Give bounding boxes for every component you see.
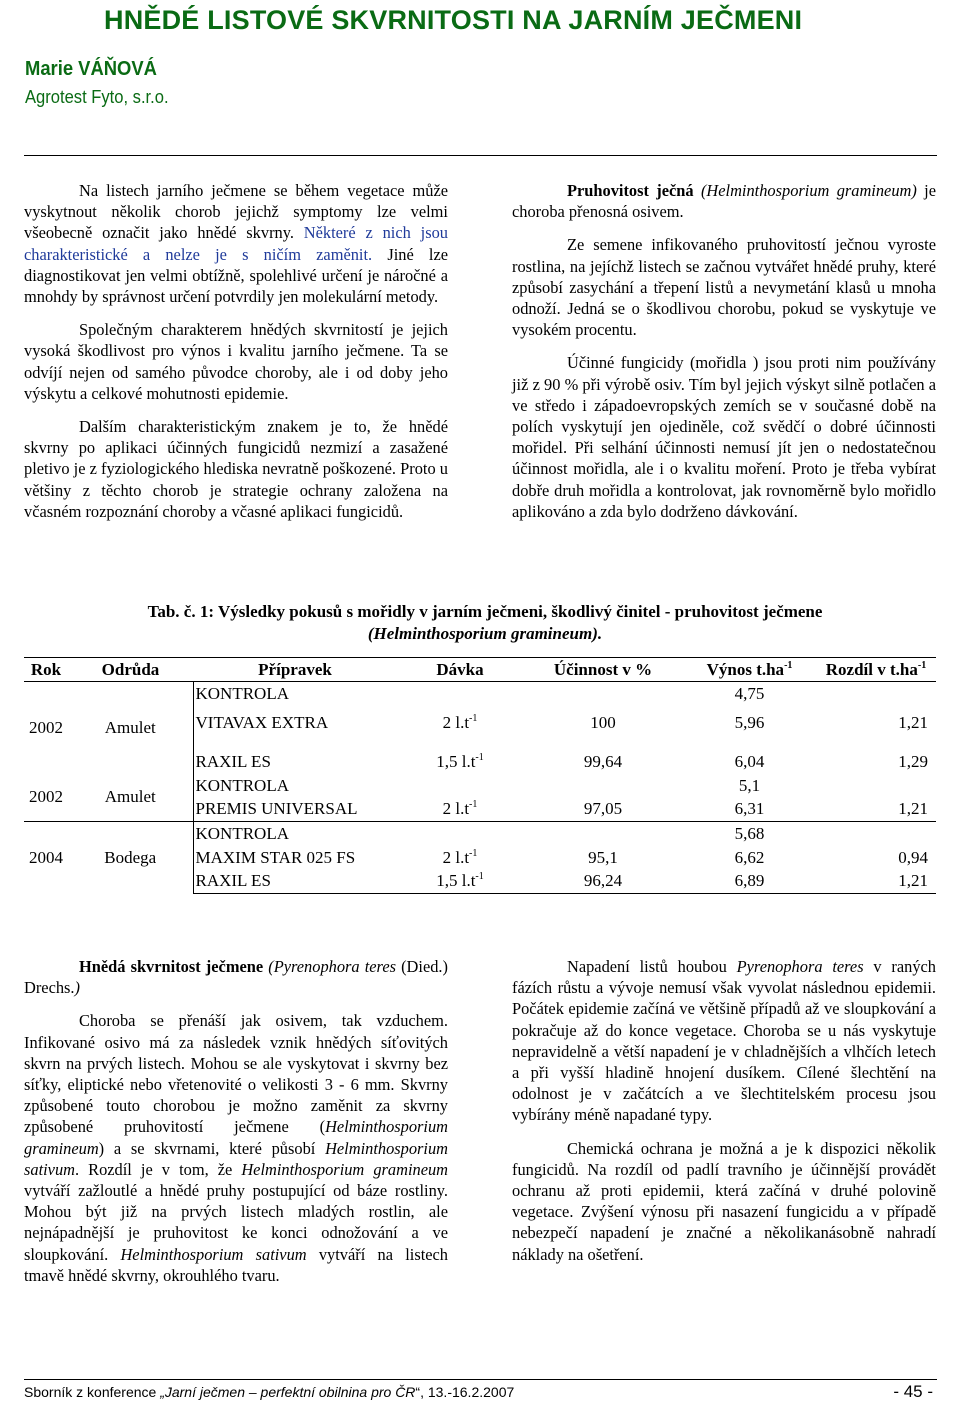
diff-cell: 1,21	[898, 712, 928, 732]
brown-heading-rest: (Died.) Drechs.	[24, 957, 448, 998]
group-3-variety: Bodega	[68, 822, 193, 894]
brown-p1-italic-3: Helminthosporium gramineum	[241, 1159, 448, 1179]
product-cell: MAXIM STAR 025 FS	[193, 846, 397, 870]
author-name: Marie VÁŇOVÁ	[25, 58, 157, 80]
brown-heading-close: )	[74, 978, 80, 998]
table-caption-line-1: Tab. č. 1: Výsledky pokusů s mořidly v jarním ječmeni, škodlivý činitel - pruhovitost ječmene	[147, 602, 823, 621]
brown-paragraph-1	[24, 1010, 448, 1286]
intro-paragraph-1	[24, 180, 448, 307]
header-rozdil	[816, 658, 936, 682]
stripe-heading-italic: (Helminthosporium gramineum)	[700, 181, 917, 200]
brown-r1-b: v raných fázích růstu a vývoje nemusí však vyvolat následnou epidemii. Počátek epidemie začíná ve většině případů až ve sloupkování a pokračuje až do konce vegetace. Choroba se u nás vyskytuje nepravidelně a větší napadení je v chladnějších a vlhčích letech a při vyšší hladině hnojení dusíkem. Cílené šlechtění na odolnost je v začátcích a ve šlechtitelském procesu jsou vybírány méně napadané typy.	[512, 957, 936, 1125]
dose-cell	[397, 706, 523, 740]
efficacy-cell: 100	[590, 712, 616, 732]
dose-value: 1,5 l.t	[436, 751, 476, 771]
brown-r1-a: Napadení listů houbou	[567, 957, 737, 976]
diff-cell: 1,21	[816, 870, 936, 894]
intro-p1-text-c: Jiné lze diagnostikovat jen velmi obtížně, spolehlivé určení je náročné a mnohdy by správnost určení potvrdily jen molekulární metody.	[24, 244, 448, 307]
diff-cell	[816, 774, 936, 798]
brown-p1-d: vytváří zažloutlé a hnědé pruhy postupující od báze rostliny. Mohou být již na prvých listech mladých rostlin, ale nejnápadnější je pruhovitost ke konci odnožování a ve sloupkování.	[24, 1181, 448, 1264]
brown-p1-e: vytváří na listech tmavě hnědé skvrny, okrouhlého tvaru.	[24, 1244, 448, 1285]
brown-p1-italic-2: Helminthosporium sativum	[24, 1138, 448, 1179]
product-cell: KONTROLA	[193, 774, 397, 798]
table-row	[24, 774, 936, 798]
brown-heading-bold: Hnědá skvrnitost ječmene	[79, 957, 264, 976]
stripe-paragraph-1: Ze semene infikovaného pruhovitostí ječnou vyroste rostlina, na jejíchž listech se začnou vytvářet hnědé pruhy, které způsobí zasychání a třepení listů a nevymetání klasů u mnoha odnoží. Jedná se o škodlivou chorobu, pokud se vyskytuje ve vysokém procentu.	[512, 235, 936, 340]
intro-paragraph-2: Společným charakterem hnědých skvrnitostí je jejich vysoká škodlivost pro výnos i kvalitu jarního ječmene. Ta se odvíjí nejen od samého původce choroby, ale i od doby jeho výskytu a celkové mohutnosti epidemie.	[24, 320, 448, 403]
brown-p1-b: ) a se skvrnami, které působí	[98, 1138, 326, 1158]
group-1-year: 2002	[29, 717, 63, 737]
yield-cell: 4,75	[734, 683, 765, 703]
brown-r1-italic: Pyrenophora teres	[736, 957, 864, 976]
brown-p1-italic-4: Helminthosporium sativum	[120, 1244, 307, 1264]
dose-value: 1,5 l.t	[436, 871, 476, 891]
footer-prefix: Sborník z konference	[24, 1384, 161, 1400]
group-3-year: 2004	[24, 822, 68, 894]
product-cell: RAXIL ES	[193, 750, 397, 774]
intro-column	[24, 180, 448, 534]
diff-cell: 1,29	[898, 751, 928, 771]
diff-cell	[816, 822, 936, 846]
yield-cell: 5,1	[738, 775, 761, 795]
group-2-year: 2002	[29, 787, 63, 807]
dose-value: 2 l.t	[442, 712, 470, 732]
efficacy-cell: 95,1	[588, 847, 618, 867]
product-cell: PREMIS UNIVERSAL	[193, 798, 397, 822]
stripe-column	[512, 180, 936, 534]
intro-paragraph-3: Dalším charakteristickým znakem je to, že hnědé skvrny po aplikaci účinných fungicidů nezmizí a zasažené pletivo je z fyziologického hlediska nevratně poškozené. Proto u většiny z těchto chorob je strategie ochrany založena na včasném rozpoznání choroby a včasné aplikaci fungicidů.	[24, 417, 448, 521]
header-vynos-label: Výnos t.ha	[706, 659, 785, 679]
stripe-paragraph-2: Účinné fungicidy (mořidla ) jsou proti nim používány již z 90 % při výrobě osiv. Tím byl jejich výskyt silně potlačen a ve středo i západoevropských zemích se v současné době na polích vyskytují jen ojediněle, což svědčí o dobré účinnosti mořidel. Při selhání účinnosti nemusí jít jen o nedostatečnou účinnost mořidla, ale i o kvalitu moření. Proto je třeba vybírat dobře druh mořidla a kontrolovat, jak rovnoměrně bylo mořidlo aplikováno a zda bylo dodrženo dávkování.	[512, 353, 936, 521]
efficacy-cell	[523, 682, 683, 706]
footer-citation	[24, 1384, 514, 1400]
diff-cell	[816, 682, 936, 706]
brown-heading	[24, 956, 448, 998]
footer-divider	[24, 1379, 937, 1380]
dose-value: 2 l.t	[442, 847, 470, 867]
brown-heading-italic: (Pyrenophora teres	[268, 957, 396, 976]
dose-cell	[397, 870, 523, 894]
dose-cell	[397, 822, 523, 846]
yield-cell: 6,31	[734, 799, 765, 819]
efficacy-cell: 96,24	[523, 870, 683, 894]
dose-cell	[397, 750, 523, 774]
efficacy-cell	[523, 774, 683, 798]
article-title: HNĚDÉ LISTOVÉ SKVRNITOSTI NA JARNÍM JEČMENI	[104, 5, 803, 35]
brown-right-paragraph-2: Chemická ochrana je možná a je k dispozici několik fungicidů. Na rozdíl od padlí travního je účinnější provádět ochranu až proti epidemii, která začíná v druhé polovině vegetace. Zvýšení výnosu při nasazení fungicidu a v případě nebezpečí napadení je značné a několikanásobně nahradí náklady na ošetření.	[512, 1138, 936, 1264]
dose-sup: -1	[475, 871, 484, 883]
brown-spot-column-right	[512, 956, 936, 1277]
stripe-heading-bold: Pruhovitost ječná	[567, 181, 694, 200]
header-vynos-sup: -1	[784, 659, 793, 671]
header-pripravek: Přípravek	[193, 658, 397, 682]
brown-spot-column	[24, 956, 448, 1298]
table-header-row	[24, 658, 936, 682]
intro-p1-text-b: Některé z nich jsou charakteristické a nelze je s ničím zaměnit.	[24, 223, 448, 264]
brown-p1-italic-1: Helminthosporium gramineum	[24, 1117, 448, 1158]
yield-cell: 6,62	[734, 847, 765, 867]
diff-cell: 0,94	[898, 847, 928, 867]
header-rok: Rok	[24, 658, 68, 682]
gap-cell	[193, 740, 397, 750]
stripe-heading	[512, 180, 936, 222]
brown-right-paragraph-1	[512, 956, 936, 1126]
yield-cell: 5,96	[734, 712, 765, 732]
yield-cell: 6,04	[734, 751, 765, 771]
group-2-variety: Amulet	[104, 787, 156, 807]
efficacy-cell: 97,05	[583, 799, 623, 819]
group-1-variety: Amulet	[104, 717, 156, 737]
footer-conference-name: „Jarní ječmen – perfektní obilnina pro ČR	[160, 1384, 416, 1400]
yield-cell: 6,89	[683, 870, 816, 894]
header-vynos	[683, 658, 816, 682]
header-odruda: Odrůda	[68, 658, 193, 682]
stripe-heading-rest: je choroba přenosná osivem.	[512, 181, 936, 222]
dose-cell	[397, 774, 523, 798]
efficacy-cell: 99,64	[583, 751, 623, 771]
page-number: - 45 -	[893, 1382, 933, 1401]
product-cell: KONTROLA	[193, 682, 397, 706]
dose-sup: -1	[469, 847, 478, 859]
dose-sup: -1	[469, 712, 478, 724]
footer-date: “, 13.-16.2.2007	[415, 1384, 515, 1400]
table-row	[24, 822, 936, 846]
header-ucinnost: Účinnost v %	[523, 658, 683, 682]
header-divider	[24, 155, 937, 156]
product-cell: VITAVAX EXTRA	[193, 706, 397, 740]
header-rozdil-label: Rozdíl v t.ha	[825, 659, 918, 679]
product-cell: RAXIL ES	[193, 870, 397, 894]
efficacy-cell	[523, 822, 683, 846]
product-cell: KONTROLA	[193, 822, 397, 846]
table-caption-line-2: (Helminthosporium gramineum).	[367, 624, 603, 643]
table-caption	[105, 601, 865, 645]
dose-cell	[397, 682, 523, 706]
dose-sup: -1	[475, 751, 484, 763]
author-affiliation: Agrotest Fyto, s.r.o.	[25, 87, 169, 107]
intro-p1-text-a: Na listech jarního ječmene se během vegetace může vyskytnout několik chorob jejichž symptomy lze velmi všeobecně označit jako hnědé skvrny.	[24, 181, 448, 243]
dose-sup: -1	[469, 799, 478, 811]
yield-cell: 5,68	[683, 822, 816, 846]
header-rozdil-sup: -1	[917, 659, 927, 671]
diff-cell: 1,21	[898, 799, 928, 819]
brown-p1-a: Choroba se přenáší jak osivem, tak vzduchem. Infikované osivo má za následek vznik hnědých síťovitých skvrn na prvých listech. Mohou se ale vyskytovat i skvrny bez síťky, eliptické nebo vřetenovité o velikosti 3 - 6 mm. Skvrny způsobené touto chorobou je možno zaměnit za skvrny způsobené pruhovitostí ječmene (	[24, 1011, 448, 1137]
table-row	[24, 682, 936, 706]
dose-value: 2 l.t	[442, 799, 470, 819]
header-davka: Dávka	[397, 658, 523, 682]
dose-cell	[397, 846, 523, 870]
results-table	[24, 657, 936, 894]
dose-cell	[397, 798, 523, 822]
brown-p1-c: . Rozdíl je v tom, že	[75, 1159, 242, 1179]
